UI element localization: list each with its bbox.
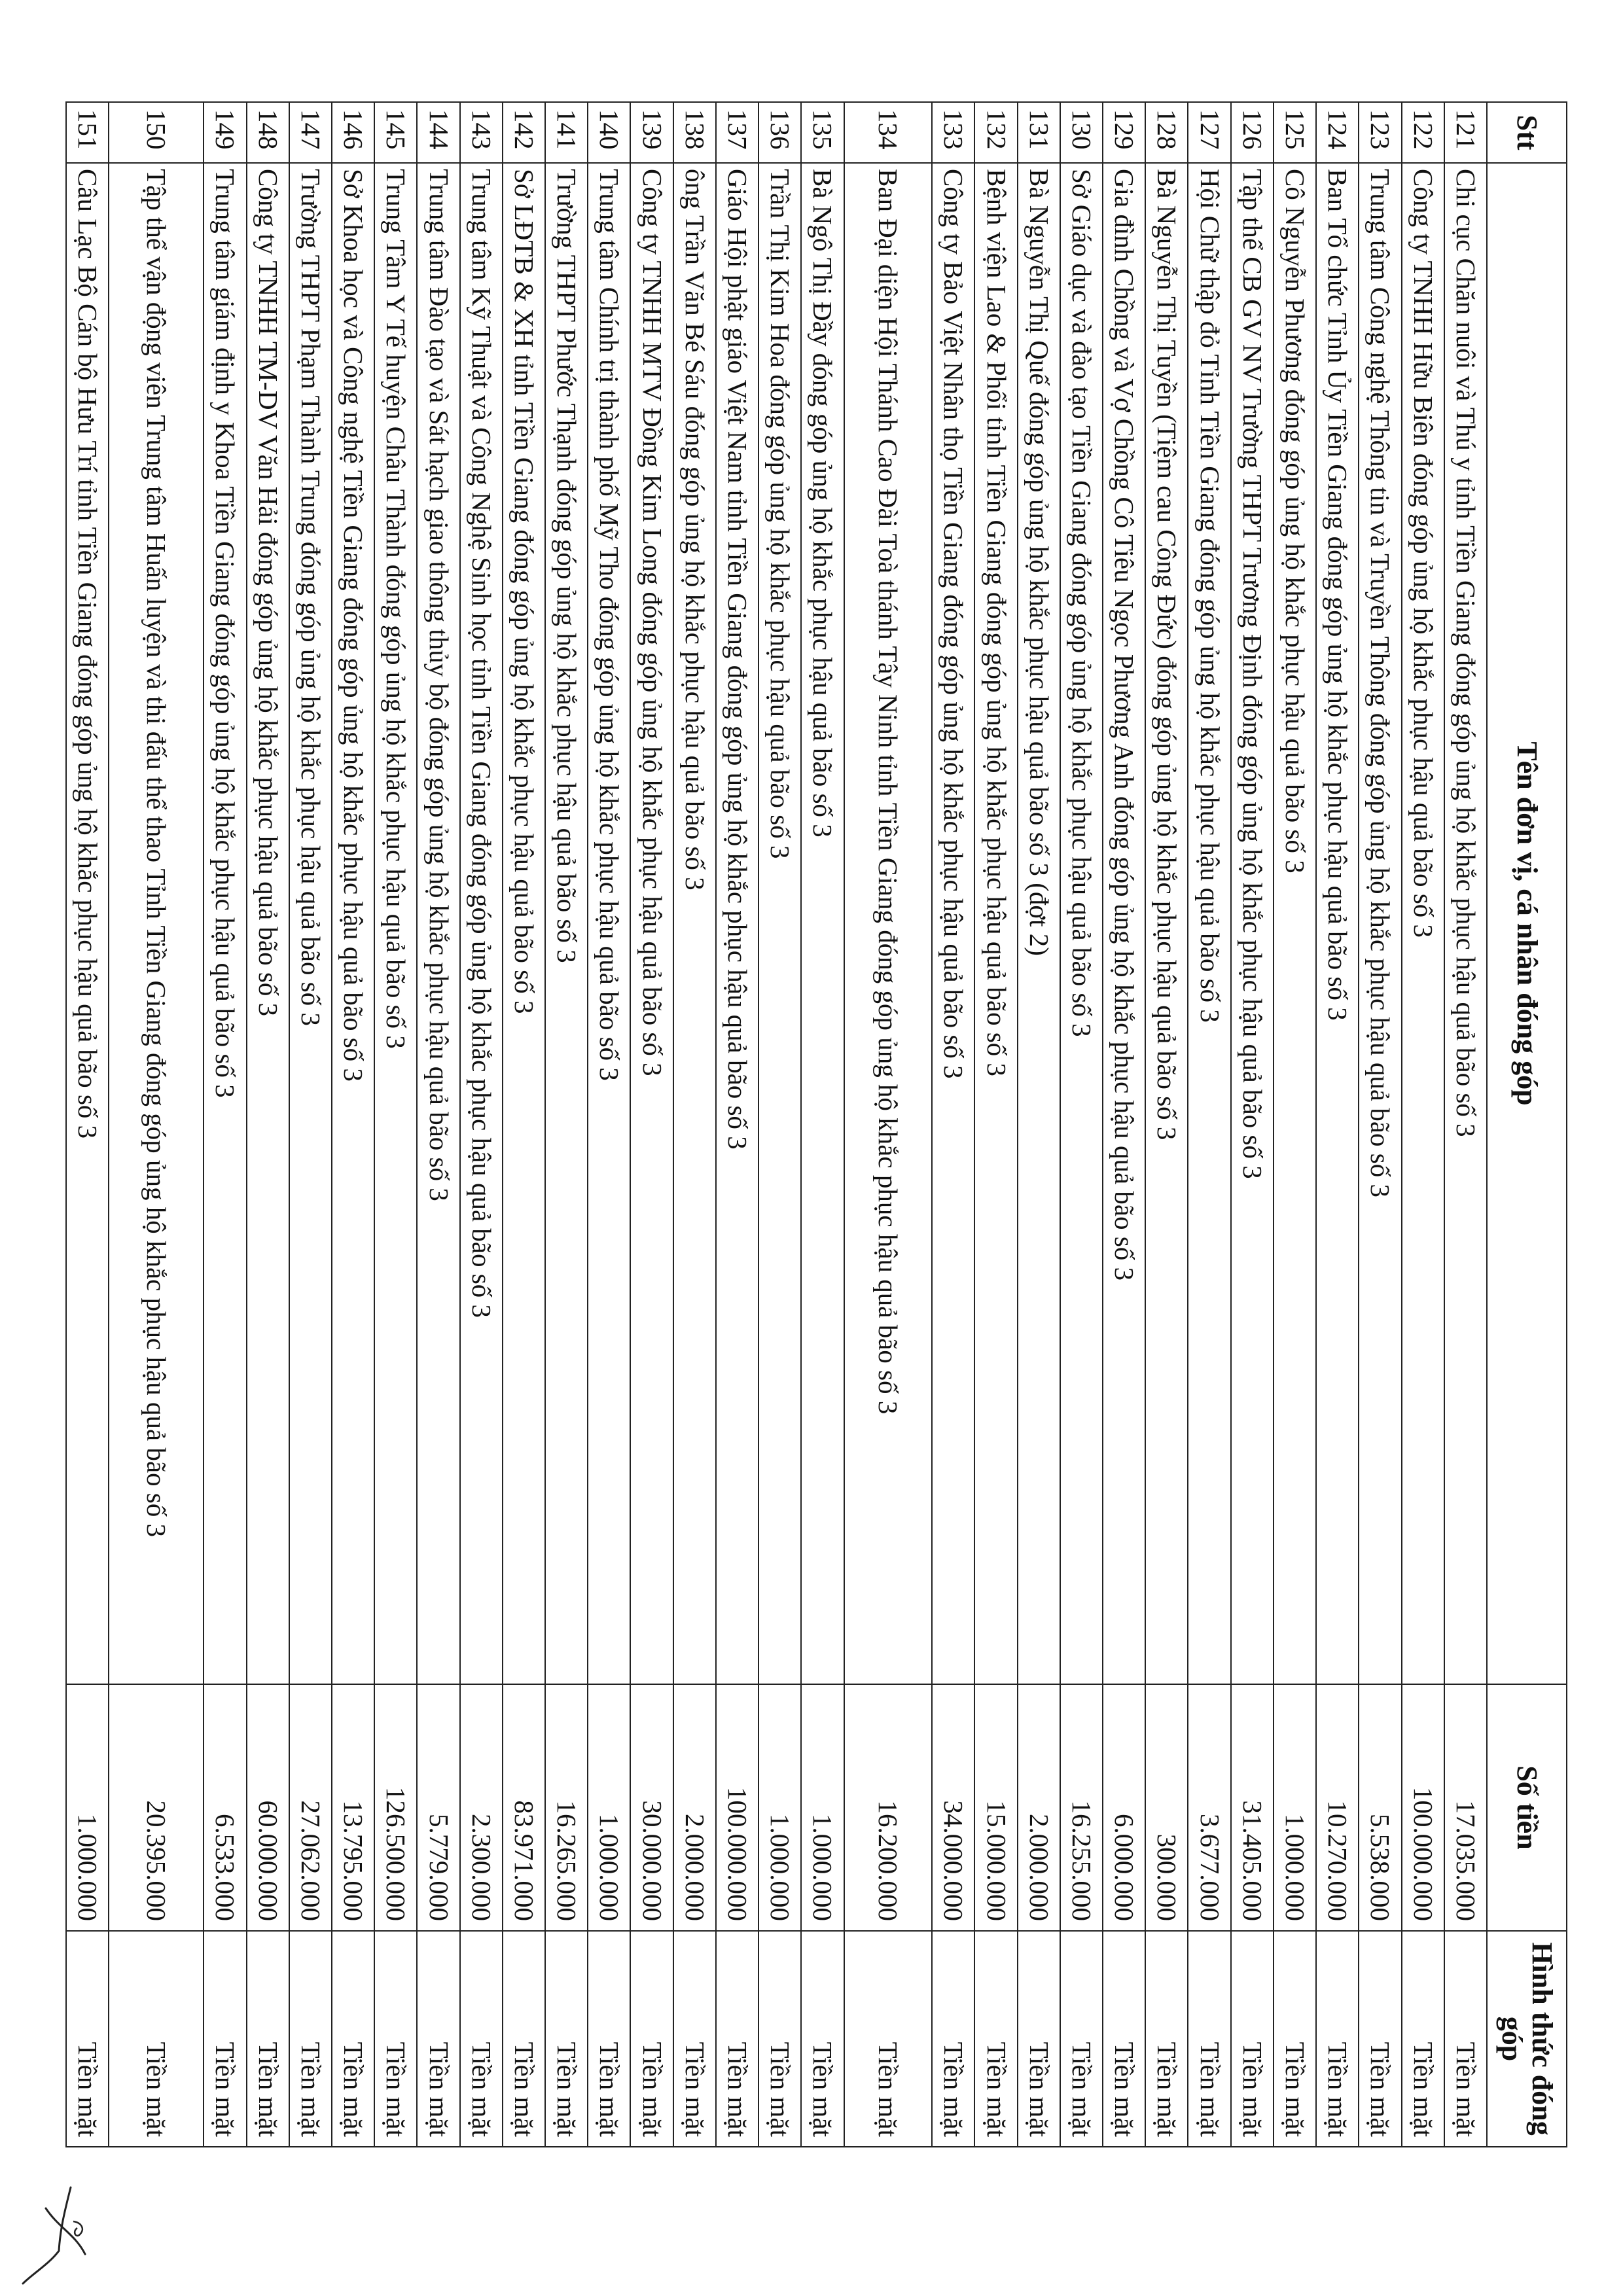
row-stt: 122 [1402,102,1444,163]
row-name: Trung Tâm Y Tế huyện Châu Thành đóng góp ủng hộ khắc phục hậu quả bão số 3 [374,163,417,1684]
row-form: Tiền mặt [417,1931,459,2147]
row-name: Gia đình Chồng và Vợ Chồng Cô Tiêu Ngọc Phương Anh đóng góp ủng hộ khắc phục hậu quả bão số 3 [1103,163,1145,1684]
row-name: Chi cục Chăn nuôi và Thú y tỉnh Tiền Giang đóng góp ủng hộ khắc phục hậu quả bão số 3 [1444,163,1487,1684]
row-stt: 148 [247,102,289,163]
row-name: Bà Ngô Thị Đầy đóng góp ủng hộ khắc phục hậu quả bão số 3 [801,163,844,1684]
row-amount: 27.062.000 [289,1684,332,1931]
row-stt: 126 [1231,102,1274,163]
row-amount: 6.533.000 [204,1684,246,1931]
table-row [758,102,801,2147]
row-form: Tiền mặt [974,1931,1017,2147]
row-amount: 15.000.000 [974,1684,1017,1931]
table-row [1316,102,1359,2147]
row-stt: 130 [1060,102,1103,163]
row-amount: 1.000.000 [801,1684,844,1931]
row-name: Bà Nguyễn Thị Tuyền (Tiệm cau Công Đức) đóng góp ủng hộ khắc phục hậu quả bão số 3 [1145,163,1188,1684]
row-amount: 5.538.000 [1359,1684,1401,1931]
table-row [1145,102,1188,2147]
row-form: Tiền mặt [1402,1931,1444,2147]
row-stt: 140 [588,102,630,163]
row-amount: 100.000.000 [716,1684,758,1931]
row-name: Bà Nguyễn Thị Quế đóng góp ủng hộ khắc phục hậu quả bão số 3 (đợt 2) [1018,163,1060,1684]
row-amount: 1.000.000 [588,1684,630,1931]
table-row [1444,102,1487,2147]
table-row [1018,102,1060,2147]
header-amount: Số tiền [1487,1684,1567,1931]
row-amount: 16.265.000 [545,1684,588,1931]
row-stt: 146 [332,102,374,163]
table-row [844,102,933,2147]
table-row [417,102,459,2147]
row-name: Trung tâm giám định y Khoa Tiền Giang đóng góp ủng hộ khắc phục hậu quả bão số 3 [204,163,246,1684]
row-form: Tiền mặt [1274,1931,1316,2147]
row-stt: 149 [204,102,246,163]
row-name: Công ty TNHH MTV Đồng Kim Long đóng góp ủng hộ khắc phục hậu quả bão số 3 [630,163,673,1684]
header-stt: Stt [1487,102,1567,163]
table-row [1188,102,1230,2147]
row-amount: 1.000.000 [66,1684,109,1931]
table-row [1402,102,1444,2147]
row-stt: 134 [844,102,933,163]
row-form: Tiền mặt [801,1931,844,2147]
row-form: Tiền mặt [247,1931,289,2147]
row-stt: 131 [1018,102,1060,163]
table-row [332,102,374,2147]
row-name: ông Trần Văn Bé Sáu đóng góp ủng hộ khắc phục hậu quả bão số 3 [673,163,716,1684]
table-row [66,102,109,2147]
handwritten-signature [20,2182,92,2287]
table-row [545,102,588,2147]
row-name: Công ty TNHH Hữu Biên đóng góp ủng hộ khắc phục hậu quả bão số 3 [1402,163,1444,1684]
row-name: Ban Tổ chức Tỉnh Ủy Tiền Giang đóng góp ủng hộ khắc phục hậu quả bão số 3 [1316,163,1359,1684]
row-amount: 13.795.000 [332,1684,374,1931]
row-form: Tiền mặt [1444,1931,1487,2147]
row-amount: 10.270.000 [1316,1684,1359,1931]
row-name: Cô Nguyễn Phương đóng góp ủng hộ khắc phục hậu quả bão số 3 [1274,163,1316,1684]
table-row [1359,102,1401,2147]
table-row [1231,102,1274,2147]
row-form: Tiền mặt [844,1931,933,2147]
row-name: Trung tâm Kỹ Thuật và Công Nghệ Sinh học tỉnh Tiền Giang đóng góp ủng hộ khắc phục hậu quả bão số 3 [460,163,503,1684]
row-stt: 142 [503,102,545,163]
row-stt: 127 [1188,102,1230,163]
row-amount: 1.000.000 [758,1684,801,1931]
row-stt: 132 [974,102,1017,163]
row-stt: 124 [1316,102,1359,163]
row-stt: 129 [1103,102,1145,163]
table-body [66,102,1487,2147]
table-row [932,102,974,2147]
row-amount: 34.000.000 [932,1684,974,1931]
table-row [109,102,204,2147]
row-name: Trung tâm Chính trị thành phố Mỹ Tho đóng góp ủng hộ khắc phục hậu quả bão số 3 [588,163,630,1684]
row-stt: 123 [1359,102,1401,163]
header-form: Hình thức đóng góp [1487,1931,1567,2147]
row-form: Tiền mặt [1231,1931,1274,2147]
row-amount: 60.000.000 [247,1684,289,1931]
row-stt: 147 [289,102,332,163]
row-form: Tiền mặt [289,1931,332,2147]
row-form: Tiền mặt [460,1931,503,2147]
table-row [588,102,630,2147]
row-amount: 300.000 [1145,1684,1188,1931]
row-amount: 30.000.000 [630,1684,673,1931]
row-name: Câu Lạc Bộ Cán bộ Hưu Trí tỉnh Tiền Giang đóng góp ủng hộ khắc phục hậu quả bão số 3 [66,163,109,1684]
row-name: Trung tâm Đào tạo và Sát hạch giao thông thủy bộ đóng góp ủng hộ khắc phục hậu quả bão số 3 [417,163,459,1684]
row-stt: 150 [109,102,204,163]
row-form: Tiền mặt [545,1931,588,2147]
table-row [801,102,844,2147]
row-stt: 136 [758,102,801,163]
row-amount: 5.779.000 [417,1684,459,1931]
row-name: Trường THPT Phạm Thành Trung đóng góp ủng hộ khắc phục hậu quả bão số 3 [289,163,332,1684]
row-name: Công ty Bảo Việt Nhân thọ Tiền Giang đóng góp ủng hộ khắc phục hậu quả bão số 3 [932,163,974,1684]
row-stt: 139 [630,102,673,163]
row-stt: 143 [460,102,503,163]
table-row [1060,102,1103,2147]
row-form: Tiền mặt [204,1931,246,2147]
table-row [247,102,289,2147]
table-row [503,102,545,2147]
row-form: Tiền mặt [332,1931,374,2147]
row-form: Tiền mặt [109,1931,204,2147]
table-row [1274,102,1316,2147]
row-amount: 31.405.000 [1231,1684,1274,1931]
row-form: Tiền mặt [588,1931,630,2147]
row-stt: 137 [716,102,758,163]
table-row [1103,102,1145,2147]
row-stt: 144 [417,102,459,163]
row-stt: 151 [66,102,109,163]
row-amount: 126.500.000 [374,1684,417,1931]
row-form: Tiền mặt [758,1931,801,2147]
row-amount: 6.000.000 [1103,1684,1145,1931]
row-name: Sở Khoa học và Công nghệ Tiền Giang đóng góp ủng hộ khắc phục hậu quả bão số 3 [332,163,374,1684]
table-header-row [1487,102,1567,2147]
table-row [716,102,758,2147]
row-name: Tập thể vận động viên Trung tâm Huấn luyện và thi đấu thể thao Tỉnh Tiền Giang đóng góp ủng hộ khắc phục hậu quả bão số 3 [109,163,204,1684]
row-stt: 133 [932,102,974,163]
row-name: Trung tâm Công nghệ Thông tin và Truyền Thông đóng góp ủng hộ khắc phục hậu quả bão số 3 [1359,163,1401,1684]
rotated-table-frame [65,101,1567,2146]
row-amount: 16.200.000 [844,1684,933,1931]
row-form: Tiền mặt [1060,1931,1103,2147]
table-row [630,102,673,2147]
table-row [204,102,246,2147]
table-row [289,102,332,2147]
row-stt: 121 [1444,102,1487,163]
row-form: Tiền mặt [66,1931,109,2147]
row-amount: 100.000.000 [1402,1684,1444,1931]
row-amount: 17.035.000 [1444,1684,1487,1931]
row-form: Tiền mặt [716,1931,758,2147]
row-stt: 138 [673,102,716,163]
row-form: Tiền mặt [1316,1931,1359,2147]
row-amount: 83.971.000 [503,1684,545,1931]
row-name: Hội Chữ thập đỏ Tỉnh Tiền Giang đóng góp ủng hộ khắc phục hậu quả bão số 3 [1188,163,1230,1684]
row-form: Tiền mặt [1359,1931,1401,2147]
row-name: Ban Đại diện Hội Thánh Cao Đài Toà thánh Tây Ninh tỉnh Tiền Giang đóng góp ủng hộ khắc phục hậu quả bão số 3 [844,163,933,1684]
row-form: Tiền mặt [1103,1931,1145,2147]
row-name: Sở LĐTB & XH tỉnh Tiền Giang đóng góp ủng hộ khắc phục hậu quả bão số 3 [503,163,545,1684]
row-form: Tiền mặt [1018,1931,1060,2147]
table-row [374,102,417,2147]
table-row [673,102,716,2147]
row-name: Sở Giáo dục và đào tạo Tiền Giang đóng góp ủng hộ khắc phục hậu quả bão số 3 [1060,163,1103,1684]
row-stt: 125 [1274,102,1316,163]
row-form: Tiền mặt [630,1931,673,2147]
row-form: Tiền mặt [1145,1931,1188,2147]
row-name: Bệnh viện Lao & Phổi tỉnh Tiền Giang đóng góp ủng hộ khắc phục hậu quả bão số 3 [974,163,1017,1684]
row-amount: 2.000.000 [673,1684,716,1931]
row-amount: 3.677.000 [1188,1684,1230,1931]
row-name: Công ty TNHH TM-DV Văn Hải đóng góp ủng hộ khắc phục hậu quả bão số 3 [247,163,289,1684]
row-form: Tiền mặt [503,1931,545,2147]
row-form: Tiền mặt [673,1931,716,2147]
row-amount: 1.000.000 [1274,1684,1316,1931]
row-stt: 145 [374,102,417,163]
table-row [460,102,503,2147]
row-stt: 141 [545,102,588,163]
row-form: Tiền mặt [1188,1931,1230,2147]
row-amount: 20.395.000 [109,1684,204,1931]
row-form: Tiền mặt [374,1931,417,2147]
row-stt: 128 [1145,102,1188,163]
donation-table [65,101,1567,2147]
row-name: Trần Thị Kim Hoa đóng góp ủng hộ khắc phục hậu quả bão số 3 [758,163,801,1684]
row-name: Tập thể CB GV NV Trường THPT Trương Định đóng góp ủng hộ khắc phục hậu quả bão số 3 [1231,163,1274,1684]
row-name: Giáo Hội phật giáo Việt Nam tỉnh Tiền Giang đóng góp ủng hộ khắc phục hậu quả bão số 3 [716,163,758,1684]
row-amount: 2.300.000 [460,1684,503,1931]
row-amount: 2.000.000 [1018,1684,1060,1931]
row-amount: 16.255.000 [1060,1684,1103,1931]
row-name: Trường THPT Phước Thạnh đóng góp ủng hộ khắc phục hậu quả bão số 3 [545,163,588,1684]
row-stt: 135 [801,102,844,163]
table-row [974,102,1017,2147]
header-name: Tên đơn vị, cá nhân đóng góp [1487,163,1567,1684]
row-form: Tiền mặt [932,1931,974,2147]
